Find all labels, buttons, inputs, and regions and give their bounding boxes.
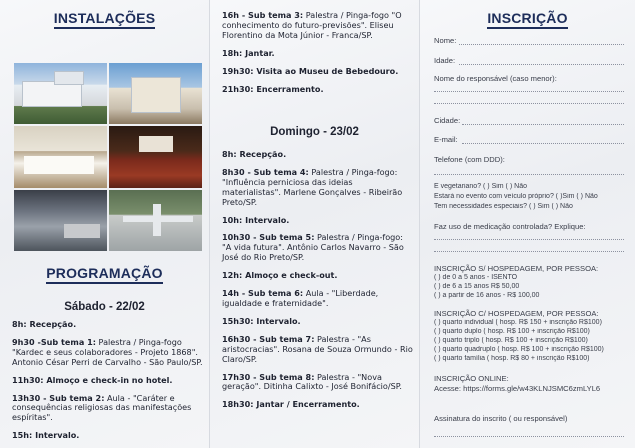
schedule-time: 14h - Sub tema 6: bbox=[222, 288, 304, 299]
schedule-text: Recepção. bbox=[26, 319, 77, 329]
schedule-panel bbox=[209, 0, 419, 448]
installations-title: INSTALAÇÕES bbox=[0, 10, 209, 29]
medication-field[interactable] bbox=[434, 239, 624, 240]
schedule-time: 11h30: bbox=[12, 374, 44, 385]
sunday-schedule bbox=[222, 150, 414, 418]
lodging-option-5[interactable]: ( ) quarto família ( hosp. R$ 80 + inscrição R$100) bbox=[434, 355, 590, 362]
name-label: Nome: bbox=[434, 36, 457, 45]
schedule-text: Recepção. bbox=[236, 149, 287, 159]
schedule-text: Palestra / Pinga-fogo: "A vida futura". Antônio Carlos Navarro - São José do Rio Preto/SP. bbox=[222, 232, 404, 263]
schedule-text: Aula - "Liberdade, igualdade e fraternidade". bbox=[222, 288, 379, 308]
schedule-time: 15h30: bbox=[222, 315, 254, 326]
schedule-item bbox=[222, 168, 414, 208]
schedule-time: 18h30: bbox=[222, 399, 254, 410]
schedule-time: 8h: bbox=[12, 319, 27, 329]
hotel-room-photo bbox=[14, 126, 107, 187]
city-label: Cidade: bbox=[434, 116, 461, 125]
schedule-text: Jantar / Encerramento. bbox=[253, 399, 360, 410]
schedule-time: 15h: bbox=[12, 430, 33, 441]
lodging-option-4[interactable]: ( ) quarto quadruplo ( hosp. R$ 100 + inscrição R$100) bbox=[434, 346, 604, 353]
sunday-heading: Domingo - 23/02 bbox=[270, 126, 359, 138]
email-field[interactable] bbox=[462, 143, 624, 144]
schedule-item bbox=[222, 85, 414, 95]
vehicle-museum-photo bbox=[14, 190, 107, 251]
schedule-item bbox=[222, 271, 414, 281]
photo-grid bbox=[14, 63, 202, 251]
age-field[interactable] bbox=[459, 64, 624, 65]
schedule-time: 10h30 - Sub tema 5: bbox=[222, 232, 315, 243]
schedule-item bbox=[222, 335, 414, 365]
schedule-time: 16h - Sub tema 3: bbox=[222, 10, 304, 20]
schedule-item bbox=[222, 233, 414, 263]
medication-field-2[interactable] bbox=[434, 251, 624, 252]
schedule-time: 13h30 - Sub tema 2: bbox=[12, 392, 105, 403]
schedule-text: Almoço e check-out. bbox=[242, 270, 338, 281]
no-lodging-option-3[interactable]: ( ) a partir de 16 anos - R$ 100,00 bbox=[434, 292, 540, 299]
schedule-item bbox=[12, 394, 204, 424]
lodging-option-3[interactable]: ( ) quarto triplo ( hosp. R$ 100 + inscrição R$100) bbox=[434, 337, 588, 344]
schedule-time: 12h: bbox=[222, 270, 243, 281]
name-field[interactable] bbox=[459, 44, 624, 45]
schedule-text: Aula - "Caráter e consequências religiosas das manifestações espíritas". bbox=[12, 392, 192, 423]
building-exterior-photo bbox=[14, 63, 107, 124]
schedule-text: Jantar. bbox=[242, 47, 275, 58]
schedule-time: 21h30: bbox=[222, 83, 254, 94]
special-needs-question[interactable]: Tem necessidades especiais? ( ) Sim ( ) Não bbox=[434, 203, 573, 210]
auditorium-photo bbox=[109, 126, 202, 187]
email-label: E-mail: bbox=[434, 135, 458, 144]
schedule-time: 9h30 -Sub tema 1: bbox=[12, 336, 96, 347]
schedule-item bbox=[12, 338, 204, 368]
online-title: INSCRIÇÃO ONLINE: bbox=[434, 374, 509, 383]
schedule-item bbox=[222, 317, 414, 327]
guardian-field[interactable] bbox=[434, 91, 624, 92]
schedule-item bbox=[222, 49, 414, 59]
schedule-time: 18h: bbox=[222, 47, 243, 58]
schedule-text: Almoço e check-in no hotel. bbox=[43, 374, 173, 385]
city-field[interactable] bbox=[462, 124, 624, 125]
schedule-text: Palestra - "Nova geração". Ditinha Calixto - José Bonifácio/SP. bbox=[222, 371, 402, 392]
schedule-item bbox=[222, 289, 414, 309]
schedule-item bbox=[222, 400, 414, 410]
guardian-field-2[interactable] bbox=[434, 103, 624, 104]
no-lodging-option-2[interactable]: ( ) de 6 a 15 anos R$ 50,00 bbox=[434, 283, 520, 290]
schedule-item bbox=[222, 150, 414, 160]
schedule-text: Palestra / Pinga-fogo: "Influência perniciosa das ideias materialistas". Marlene Gonçalves - Ribeirão Preto/SP. bbox=[222, 166, 403, 207]
vegetarian-question[interactable]: É vegetariano? ( ) Sim ( ) Não bbox=[434, 183, 527, 190]
program-title: PROGRAMAÇÃO bbox=[0, 265, 209, 284]
schedule-item bbox=[12, 320, 204, 330]
schedule-text: Palestra / Pinga-fogo "O conhecimento do futuro-previsões". Eliseu Florentino da Mota Júnior - Franca/SP. bbox=[222, 10, 402, 40]
age-label: Idade: bbox=[434, 56, 456, 65]
signature-field[interactable] bbox=[434, 436, 624, 437]
phone-field[interactable] bbox=[434, 174, 624, 175]
schedule-time: 10h: bbox=[222, 214, 243, 225]
no-lodging-title: INSCRIÇÃO S/ HOSPEDAGEM, POR PESSOA: bbox=[434, 264, 599, 273]
schedule-time: 16h30 - Sub tema 7: bbox=[222, 333, 315, 344]
saturday-schedule-cont bbox=[222, 11, 414, 102]
schedule-text: Palestra - "As aristocracias". Rosana de Souza Ormundo - Rio Claro/SP. bbox=[222, 333, 413, 364]
schedule-text: Intervalo. bbox=[253, 315, 301, 326]
schedule-text: Intervalo. bbox=[32, 430, 80, 441]
online-link[interactable]: Acesse: https://forms.gle/w43KLNJSMC6zmLYL6 bbox=[434, 384, 601, 393]
lodging-title: INSCRIÇÃO C/ HOSPEDAGEM, POR PESSOA: bbox=[434, 309, 599, 318]
installations-panel bbox=[0, 0, 209, 448]
schedule-item bbox=[12, 376, 204, 386]
airplane-exhibit-photo bbox=[109, 190, 202, 251]
schedule-item bbox=[222, 216, 414, 226]
lodging-option-2[interactable]: ( ) quarto duplo ( hosp. R$ 100 + inscrição R$100) bbox=[434, 328, 590, 335]
schedule-item bbox=[222, 67, 414, 77]
schedule-time: 19h30: bbox=[222, 65, 254, 76]
schedule-item bbox=[222, 373, 414, 393]
saturday-schedule bbox=[12, 320, 204, 448]
schedule-time: 17h30 - Sub tema 8: bbox=[222, 371, 315, 382]
guardian-label: Nome do responsável (caso menor): bbox=[434, 74, 557, 83]
schedule-text: Intervalo. bbox=[242, 214, 290, 225]
no-lodging-option-1[interactable]: ( ) de 0 a 5 anos - ISENTO bbox=[434, 274, 518, 281]
hotel-entrance-photo bbox=[109, 63, 202, 124]
schedule-time: 8h30 - Sub tema 4: bbox=[222, 166, 309, 177]
lodging-option-1[interactable]: ( ) quarto individual ( hosp. R$ 150 + inscrição R$100) bbox=[434, 319, 602, 326]
schedule-text: Palestra / Pinga-fogo "Kardec e seus colaboradores - Projeto 1868". Antonio César Perri de Carvalho - São Paulo/SP. bbox=[12, 336, 203, 367]
schedule-item bbox=[222, 11, 414, 41]
schedule-item bbox=[12, 431, 204, 441]
signature-label: Assinatura do inscrito ( ou responsável) bbox=[434, 414, 568, 423]
registration-title: INSCRIÇÃO bbox=[420, 10, 635, 29]
schedule-text: Visita ao Museu de Bebedouro. bbox=[253, 65, 399, 76]
medication-label: Faz uso de medicação controlada? Explique: bbox=[434, 222, 586, 231]
schedule-text: Encerramento. bbox=[253, 83, 324, 94]
vehicle-question[interactable]: Estará no evento com veículo próprio? ( )Sim ( ) Não bbox=[434, 193, 598, 200]
schedule-time: 8h: bbox=[222, 149, 237, 159]
phone-label: Telefone (com DDD): bbox=[434, 155, 505, 164]
saturday-heading: Sábado - 22/02 bbox=[64, 301, 145, 313]
